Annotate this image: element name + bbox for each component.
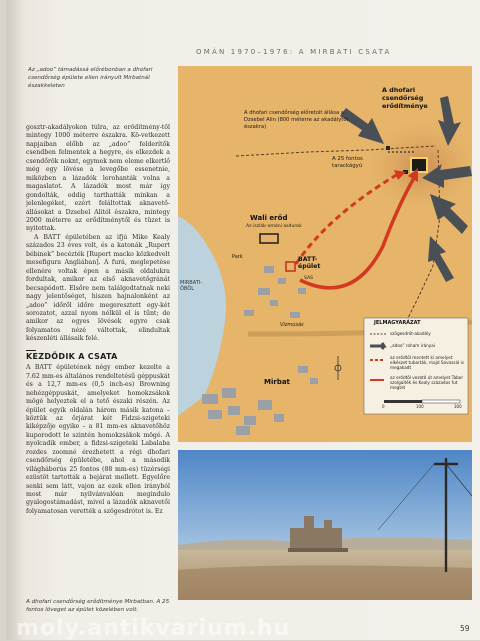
legend-item: szögesdrót-akadály — [390, 331, 431, 336]
fort-photo — [178, 450, 472, 600]
wali-fort-marker — [260, 234, 278, 243]
battle-map — [178, 66, 472, 442]
scale-label: 0 — [382, 404, 385, 409]
body-text — [26, 124, 170, 600]
map-label-wali: Wali erőd — [250, 214, 288, 222]
photo-caption: A dhofari csendőrség erődítménye Mirbatban. A 25 fontos löveget az épület közelében volt. — [26, 599, 170, 613]
bay-water — [178, 216, 226, 416]
map-label-wali-sub: Az iszlák-ománi asdurok — [246, 224, 302, 229]
map-label-gun: A 25 fontos tarackágyú — [332, 156, 363, 169]
watermark: moly.antikvarium.hu — [16, 616, 291, 641]
scale-label: 300 — [454, 404, 462, 409]
map-label-town: Mirbat — [264, 378, 290, 386]
map-label-outpost: A dhofari csendőrség előretolt állása a Dzsebel Alin (800 méterre az akadálytól északra) — [244, 110, 348, 130]
paragraph: A BATT épületében az ifjú Mike Kealy százados 23 éves volt, és a katonák „Rupert bébinek” becézték [Rupert macko közkedvelt mesefigura Angliában]. A furá, meglepetése ellenére voltak épen a másik oldalukra fordultak, amikor az első aknavetőgránát becsapódott. Elsőre nem találgodtatnak neki nagy jelentőséget, hiszen hajnalonként az „adoo” időről időre megeresztett egy-két sorozatot, azzal nyom nélkül el is tűnt; de amikor az egyes lövések egyre csak folyamatos nézé váltottak, elindultak készenléti állásaik felé. — [26, 233, 170, 343]
page-number: 59 — [460, 624, 470, 633]
running-header: OMÁN 1970–1976: A MIRBATI CSATA — [196, 48, 392, 56]
paragraph: A BATT épületének négy ember kezelte a 7.62 mm-es általános rendeltetésű géppuskát és a 12,7 mm-es (0,5 inch-es) Browning nehézgéppuskát, amelyeket homokzsákok mögé helyeztek el a tető északi részén. Az épület egyik oldalán három másik katona – köztük az őrjárat két Fidzsi-szigeteki kiképzője egyike – a 81 mm-es aknavetőhöz kuporodott le szintén homokzsákok mögé. A nyolcadik ember, a fidzsi-szigeteki Labalaba rozdes zoomné érezhetett a régi dhofari csendőrség épületébe, ahol a második világháborús 25 fontos (88 mm-es) tüzérségi ezüstöt tartották a bejárat mellett. Egyelőre senki sem látt, vajon az ezek ellen irányból most már nyilvánvalóan megindulo gyalogostámadást, mivel a lázadók aknavetői folyamatosan verették a szögesdrótot is. Ez — [26, 364, 170, 515]
heading-rule — [26, 350, 36, 351]
fort-marker — [411, 158, 427, 172]
map-label-batt-sub: SAS — [304, 276, 314, 281]
section-heading: KEZDŐDIK A CSATA — [26, 351, 118, 361]
legend-item: az erődtöl mentett ki amelyet elkészet tubarták, majd Savassál is megakadt — [390, 355, 464, 371]
map-label-bay: MIRBATI-ÖBÖL — [180, 280, 203, 292]
map-label-park: Park — [232, 254, 243, 260]
legend-item: „adoo” roham irányai — [390, 343, 436, 348]
photo-graphic — [178, 450, 472, 600]
map-label-wadi: Vízmosás — [280, 322, 304, 328]
book-page — [6, 0, 480, 640]
map-caption: Az „adoo” támadássá előrébonban a dhofari csendőrség épülete ellen irányult Mirbatnál északkeleten — [28, 67, 153, 89]
scale-label: 100 — [416, 404, 424, 409]
map-label-batt: BATT-épület — [298, 256, 321, 270]
legend-title: JELMAGYARÁZAT — [374, 320, 421, 326]
map-label-fort: A dhofari csendőrség erődítménye — [382, 86, 428, 110]
outpost-marker — [386, 146, 390, 150]
north-arrow — [335, 356, 341, 380]
paragraph: gosztr-akadályokon túlra, az erődítmény-től mintegy 1000 méterre északra. Kö-vetkezett napjaiban előbb az „adoo” felderítők csendben felmentek a hegyre, és elkezdek a csendőrök noknt, egymek nem eleme elkertlő még egy lövése a levegőbe essenetnie, miközben a lázadók lerohanták volna a magaslatot. A lázadók most már igy gondolták, eddig tarthatták minkan a jelenlegéket, ezért feláltottak aknavető-állásokat a Dzsebel Alitól északra, mintegy 2000 méterre az erődítménytől és tüzet is nyitottak. — [26, 124, 170, 233]
batt-marker — [286, 262, 295, 271]
legend-item: az erődtöl vezető út amelyet Tabor szolgaiték és Kealy százados fut megtet — [390, 375, 464, 391]
